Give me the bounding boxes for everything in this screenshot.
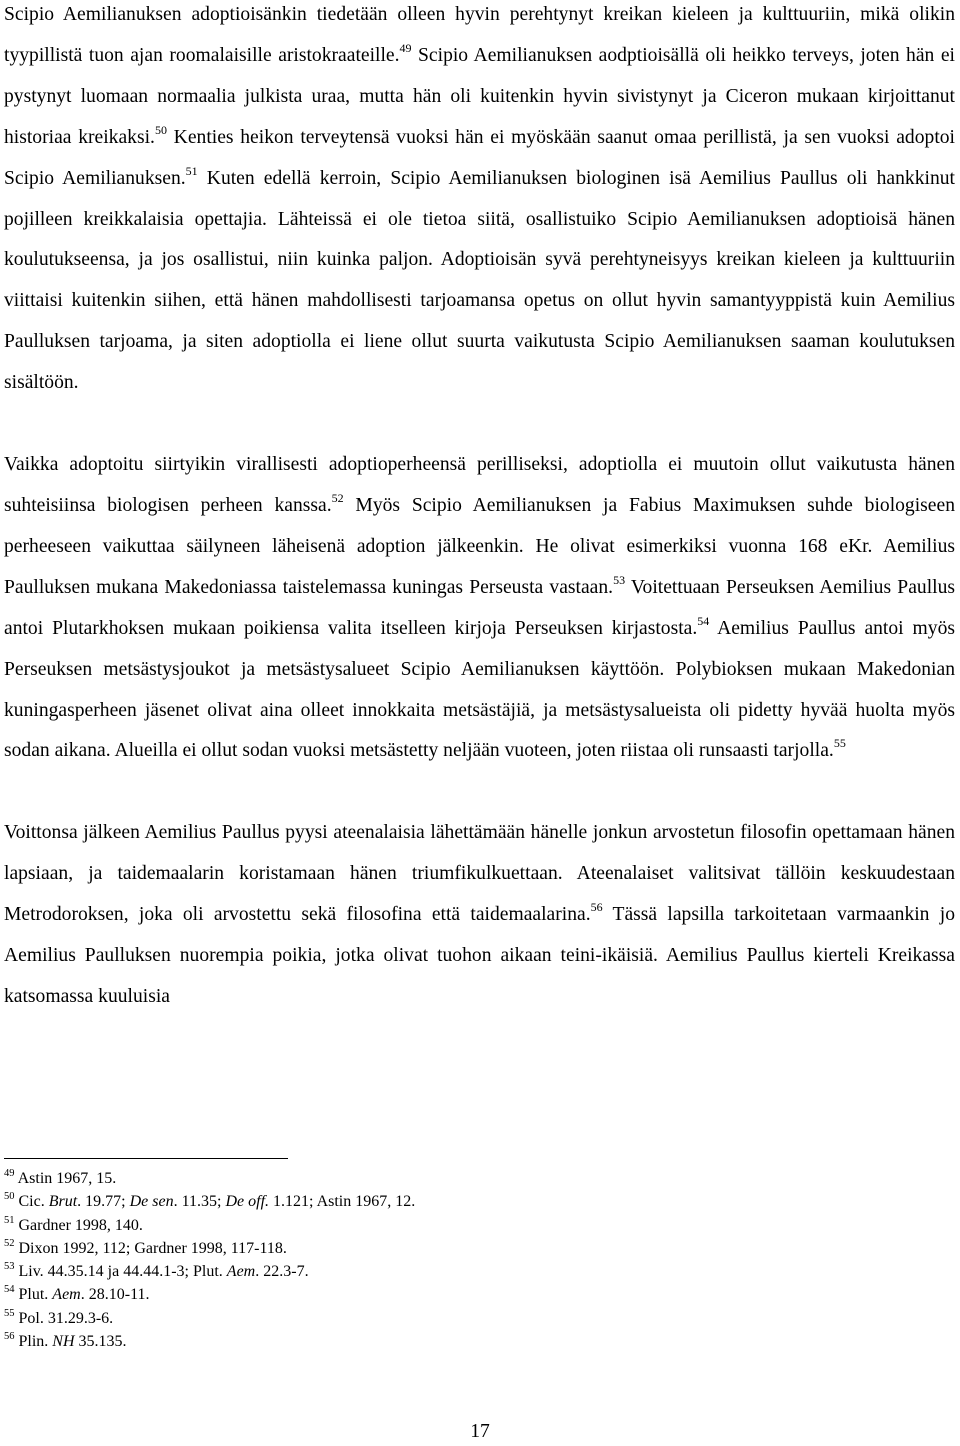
footnote-number: 50 [4, 1191, 15, 1203]
footnote-text: Liv. 44.35.14 ja 44.44.1-3; Plut. [18, 1263, 227, 1281]
footnote-55 [4, 1307, 904, 1330]
footnote-text: . 28.10-11. [80, 1286, 150, 1304]
footnote-text: Dixon 1992, 112; Gardner 1998, 117-118. [18, 1239, 287, 1257]
footnote-separator [4, 1158, 288, 1159]
footnote-reference: 50 [154, 122, 167, 137]
footnote-text: De sen [129, 1193, 174, 1211]
footnote-54 [4, 1283, 904, 1306]
text-run: Voitettuaan Perseuksen Aemilius Paullus antoi Plutarkhoksen mukaan poikiensa valita itselleen kirjoja Perseuksen kirjastosta. [4, 576, 956, 639]
footnote-text: Aem [52, 1286, 81, 1304]
footnote-reference: 49 [399, 40, 412, 55]
text-run: Myös Scipio Aemilianuksen ja Fabius Maximuksen suhde biologiseen perheeseen vaikuttaa säilyneen läheisenä adoption jälkeenkin. He olivat esimerkiksi vuonna 168 eKr. Aemilius Paulluksen mukana Makedoniassa taistelemassa kuningas Perseusta vastaan. [4, 494, 955, 598]
footnote-text: . 22.3-7. [255, 1263, 309, 1281]
text-run: Tässä lapsilla tarkoitetaan varmaankin jo Aemilius Paulluksen nuorempia poikia, jotka olivat tuohon aikaan teini-ikäisiä. Aemilius Paullus kierteli Kreikassa katsomassa kuuluisia [4, 904, 955, 1007]
footnote-text: Aem [226, 1263, 256, 1281]
footnote-number: 53 [4, 1261, 15, 1273]
footnote-reference: 54 [697, 613, 710, 628]
text-run: Scipio Aemilianuksen adoptioisänkin tiedetään olleen hyvin perehtynyt kreikan kieleen ja kulttuuriin, mikä olikin tyypillistä tuon ajan roomalaisille aristokraateille. [4, 4, 955, 66]
footnote-number: 51 [4, 1214, 15, 1226]
footnote-52 [4, 1237, 904, 1260]
footnote-53 [4, 1260, 904, 1283]
footnote-reference: 53 [613, 572, 626, 587]
footnote-number: 56 [4, 1331, 15, 1343]
page-number: 17 [470, 1421, 490, 1442]
text-run: Vaikka adoptoitu siirtyikin virallisesti adoptioperheensä perilliseksi, adoptiolla ei muutoin ollut vaikutusta hänen suhteisiinsa biologisen perheen kanssa. [4, 454, 955, 516]
text-run: Kuten edellä kerroin, Scipio Aemilianuksen biologinen isä Aemilius Paullus oli hankkinut pojilleen kreikkalaisia opettajia. Lähteissä ei ole tietoa siitä, osallistuiko Scipio Aemilianuksen adoptioisä hänen koulutukseensa, ja jos osallistui, niin kuinka paljon. Adoptioisän syvä perehtyneisyys kreikan kieleen ja kulttuuriin viittaisi kuitenkin siihen, että hänen mahdollisesti tarjoamansa opetus on ollut hyvin samantyyppistä kuin Aemilius Paulluksen tarjoama, ja siten adoptiolla ei liene ollut suurta vaikutusta Scipio Aemilianuksen saaman koulutuksen sisältöön. [4, 167, 955, 394]
text-run: Kenties heikon terveytensä vuoksi hän ei myöskään saanut omaa perillistä, ja sen vuoksi adoptoi Scipio Aemilianuksen. [4, 126, 956, 189]
footnote-text: De off. [225, 1193, 270, 1211]
footnote-reference: 56 [590, 900, 603, 915]
footnote-number: 54 [4, 1284, 15, 1296]
footnote-number: 52 [4, 1237, 15, 1249]
footnote-text: Pol. 31.29.3-6. [18, 1309, 114, 1327]
paragraph-biological-family [4, 445, 955, 772]
paragraph-adoptive-father [4, 0, 955, 404]
text-run: Aemilius Paullus antoi myös Perseuksen metsästysjoukot ja metsästysalueet Scipio Aemilianuksen käyttöön. Polybioksen mukaan Makedonian kuningasperheen jäsenet olivat aina olleet innokkaita metsästäjiä, ja metsästysalueista oli pidetty hyvää huolta myös sodan aikana. Alueilla ei ollut sodan vuoksi metsästetty neljään vuoteen, joten riistaa oli runsaasti tarjolla. [4, 617, 955, 762]
footnote-text: Astin 1967, 15. [17, 1170, 117, 1187]
footnote-reference: 52 [331, 490, 344, 505]
footnotes-list [4, 1167, 904, 1353]
body-text [4, 0, 955, 1018]
footnote-number: 55 [4, 1307, 15, 1319]
footnote-49 [4, 1167, 904, 1190]
footnote-text: Brut [48, 1193, 78, 1211]
footnote-text: Gardner 1998, 140. [18, 1216, 143, 1234]
footnote-text: Cic. [18, 1193, 49, 1211]
footnote-51 [4, 1214, 904, 1237]
footnote-number: 49 [4, 1168, 15, 1179]
footnote-text: . 11.35; [173, 1193, 226, 1211]
footnote-reference: 55 [833, 736, 846, 751]
footnote-50 [4, 1190, 904, 1213]
text-run: Voittonsa jälkeen Aemilius Paullus pyysi ateenalaisia lähettämään hänelle jonkun arvostetun filosofin opettamaan hänen lapsiaan, ja taidemaalarin koristamaan hänen triumfikulkuettaan. Ateenalaiset valitsivat tällöin keskuudestaan Metrodoroksen, joka oli arvostettu sekä filosofina että taidemaalarina. [4, 822, 955, 926]
footnote-text: 35.135. [74, 1333, 127, 1351]
paragraph-metrodoros [4, 813, 955, 1018]
text-run: Scipio Aemilianuksen aodptioisällä oli heikko terveys, joten hän ei pystynyt luomaan normaalia julkista uraa, mutta hän oli kuitenkin hyvin sivistynyt ja Ciceron mukaan kirjoittanut historiaa kreikaksi. [4, 44, 955, 148]
footnote-text: 1.121; Astin 1967, 12. [269, 1193, 416, 1211]
footnote-text: Plin. [18, 1333, 53, 1351]
footnote-text: . 19.77; [77, 1193, 130, 1211]
footnote-text: NH [52, 1333, 75, 1351]
footnote-text: Plut. [18, 1286, 53, 1304]
footnote-reference: 51 [185, 163, 198, 178]
footnote-56 [4, 1330, 904, 1353]
